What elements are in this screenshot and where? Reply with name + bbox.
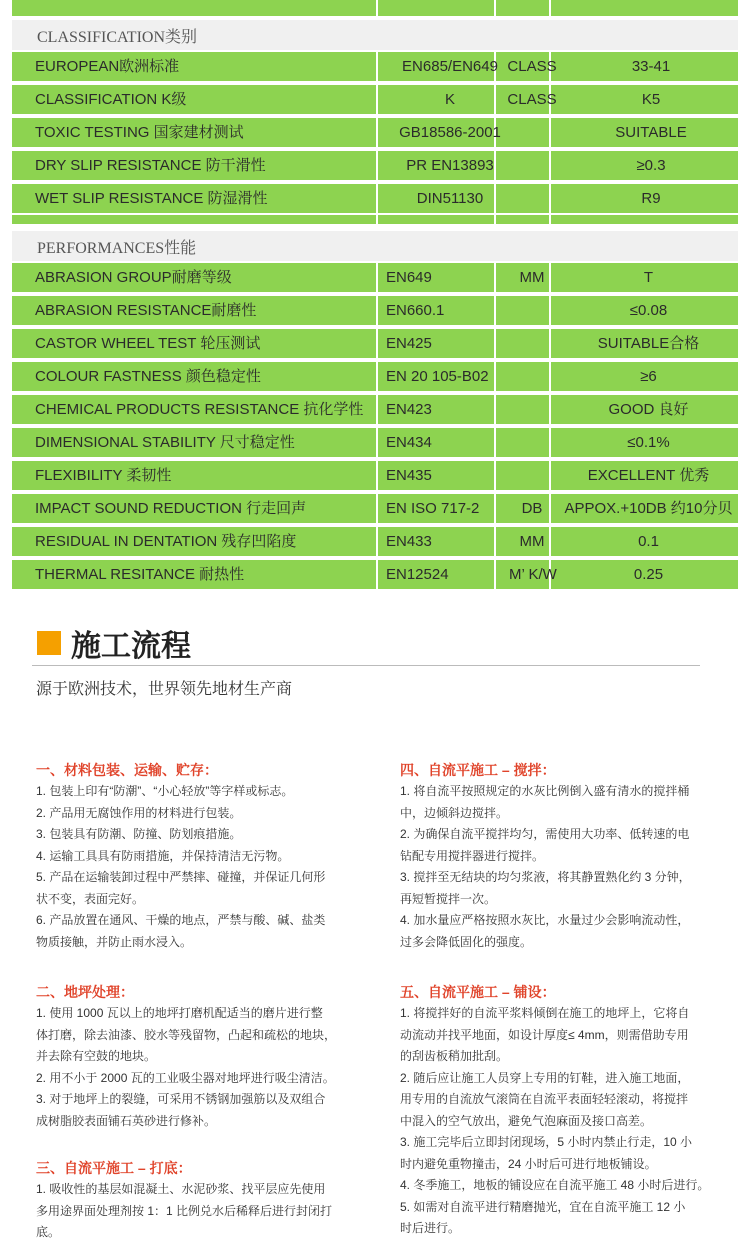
process-step-line: 4. 加水量应严格按照水灰比，水量过少会影响流动性，	[400, 913, 690, 927]
section-title: 五、自流平施工 – 铺设：	[400, 984, 556, 1000]
test-name-cell: CLASSIFICATION K级	[35, 91, 187, 108]
process-title: 施工流程	[71, 629, 191, 664]
standard-cell: EN660.1	[386, 302, 445, 319]
unit-cell	[509, 461, 555, 490]
process-step-line: 物质接触，并防止雨水浸入。	[36, 934, 193, 949]
test-name-cell: IMPACT SOUND REDUCTION 行走回声	[35, 500, 307, 517]
unit-cell: MM	[519, 533, 545, 550]
standard-cell: EN425	[386, 335, 432, 352]
process-step-line: 多用途界面处理剂按 1：1 比例兑水后稀释后进行封闭打	[36, 1203, 333, 1218]
standard-cell: EN ISO 717-2	[386, 500, 480, 517]
process-step-line: 2. 随后应让施工人员穿上专用的钉鞋，进入施工地面，	[400, 1070, 690, 1085]
section-title: 三、自流平施工 – 打底：	[36, 1160, 192, 1176]
table-row	[12, 362, 738, 393]
process-step-line: 6. 产品放置在通风、干燥的地点，严禁与酸、碱、盐类	[36, 913, 326, 927]
test-name-cell: ABRASION GROUP耐磨等级	[35, 269, 232, 286]
performances-header	[12, 231, 738, 261]
unit-cell	[509, 329, 555, 358]
table-row	[12, 296, 738, 327]
table-row	[12, 52, 738, 83]
table-row	[12, 461, 738, 492]
value-cell: 0.25	[633, 566, 664, 583]
table-row	[12, 329, 738, 360]
process-step-line: 1. 包装上印有“防潮”、“小心轻放”等字样或标志。	[36, 784, 294, 798]
unit-cell	[502, 184, 562, 213]
value-cell: ≤0.08	[629, 302, 668, 319]
test-name-cell: FLEXIBILITY 柔韧性	[35, 467, 172, 484]
table-row	[12, 184, 738, 215]
section-title: 二、地坪处理：	[36, 984, 134, 1000]
unit-cell	[509, 428, 555, 457]
classification-header	[12, 20, 738, 50]
standard-cell: EN685/EN649	[402, 58, 498, 75]
process-step-line: 1. 吸收性的基层如混凝土、水泥砂浆、找平层应先使用	[36, 1182, 326, 1196]
process-step-line: 5. 产品在运输装卸过程中严禁摔、碰撞，并保证几何形	[36, 870, 326, 884]
process-subtitle: 源于欧洲技术，世界领先地材生产商	[36, 681, 293, 698]
test-name-cell: ABRASION RESISTANCE耐磨性	[35, 302, 257, 319]
unit-cell	[502, 118, 562, 147]
table-row	[12, 118, 738, 149]
classification-label: CLASSIFICATION类别	[37, 29, 198, 46]
process-step-line: 底。	[36, 1225, 61, 1239]
process-step-line: 的刮齿板稍加批刮。	[400, 1049, 509, 1063]
process-step-line: 3. 包装具有防潮、防撞、防划痕措施。	[36, 827, 242, 841]
standard-cell: DIN51130	[416, 190, 484, 207]
process-step-line: 成树脂胶表面铺石英砂进行修补。	[36, 1113, 217, 1128]
process-step-line: 2. 用不小于 2000 瓦的工业吸尘器对地坪进行吸尘清洁。	[36, 1070, 335, 1085]
performances-label: PERFORMANCES性能	[37, 240, 197, 257]
process-step-line: 时内避免重物撞击，24 小时后可进行地板铺设。	[400, 1156, 657, 1171]
standard-cell: EN435	[386, 467, 432, 484]
process-step-line: 4. 冬季施工，地板的铺设应在自流平施工 48 小时后进行。	[400, 1178, 710, 1192]
unit-cell	[509, 296, 555, 325]
value-cell: 33-41	[631, 58, 671, 75]
table-row	[12, 151, 738, 182]
test-name-cell: DRY SLIP RESISTANCE 防干滑性	[35, 157, 266, 174]
test-name-cell: COLOUR FASTNESS 颜色稳定性	[35, 368, 261, 385]
table-row	[12, 527, 738, 558]
unit-cell	[509, 395, 555, 424]
process-step-line: 并去除有空鼓的地块。	[36, 1049, 157, 1063]
unit-cell: MM	[519, 269, 545, 286]
unit-cell: M’ K/W	[509, 566, 557, 583]
standard-cell: EN433	[386, 533, 432, 550]
unit-cell: CLASS	[507, 58, 557, 75]
process-step-line: 用专用的自流放气滚筒在自流平表面轻轻滚动，将搅拌	[400, 1092, 689, 1106]
value-cell: K5	[641, 91, 661, 108]
value-cell: SUITABLE	[615, 124, 687, 141]
test-name-cell: CASTOR WHEEL TEST 轮压测试	[35, 335, 261, 352]
process-step-line: 时后进行。	[400, 1221, 461, 1235]
value-cell: R9	[641, 190, 661, 207]
value-cell: ≥6	[640, 368, 657, 385]
top-strip	[12, 0, 738, 16]
value-cell: ≥0.3	[636, 157, 666, 174]
process-step-line: 1. 将自流平按照规定的水灰比例倒入盛有清水的搅拌桶	[400, 784, 690, 798]
process-step-line: 1. 使用 1000 瓦以上的地坪打磨机配适当的磨片进行整	[36, 1006, 323, 1020]
standard-cell: EN12524	[386, 566, 449, 583]
table-row	[12, 263, 738, 294]
process-step-line: 4. 运输工具具有防雨措施，并保持清洁无污物。	[36, 848, 290, 863]
table-row	[12, 85, 738, 116]
test-name-cell: WET SLIP RESISTANCE 防湿滑性	[35, 190, 268, 207]
process-step-line: 1. 将搅拌好的自流平浆料倾倒在施工的地坪上，它将自	[400, 1006, 690, 1020]
value-cell: APPOX.+10DB 约10分贝	[564, 500, 733, 517]
value-cell: GOOD 良好	[608, 401, 689, 418]
process-step-line: 体打磨，除去油漆、胶水等残留物，凸起和疏松的地块，	[36, 1027, 337, 1042]
standard-cell: EN649	[386, 269, 432, 286]
table-row	[12, 560, 738, 591]
process-step-line: 状不变，表面完好。	[36, 891, 145, 906]
table-row	[12, 395, 738, 426]
unit-cell	[502, 151, 562, 180]
unit-cell: DB	[521, 500, 543, 517]
unit-cell: CLASS	[507, 91, 557, 108]
classification-divider	[12, 215, 738, 224]
standard-cell: EN434	[386, 434, 432, 451]
value-cell: ≤0.1%	[627, 434, 670, 451]
test-name-cell: CHEMICAL PRODUCTS RESISTANCE 抗化学性	[35, 401, 364, 418]
test-name-cell: EUROPEAN欧洲标准	[35, 58, 180, 75]
table-row	[12, 428, 738, 459]
process-step-line: 5. 如需对自流平进行精磨抛光，宜在自流平施工 12 小	[400, 1199, 686, 1214]
test-name-cell: TOXIC TESTING 国家建材测试	[35, 124, 244, 141]
process-step-line: 动流动并找平地面，如设计厚度≤ 4mm，则需借助专用	[400, 1027, 689, 1042]
test-name-cell: RESIDUAL IN DENTATION 残存凹陷度	[35, 533, 297, 550]
standard-cell: EN423	[386, 401, 432, 418]
value-cell: T	[643, 269, 654, 286]
test-name-cell: DIMENSIONAL STABILITY 尺寸稳定性	[35, 434, 295, 451]
value-cell: 0.1	[638, 533, 659, 550]
standard-cell: EN 20 105-B02	[386, 368, 489, 385]
heading-square-icon	[37, 631, 61, 655]
test-name-cell: THERMAL RESITANCE 耐热性	[35, 566, 245, 583]
table-row	[12, 494, 738, 525]
process-step-line: 3. 搅拌至无结块的均匀浆液，将其静置熟化约 3 分钟，	[400, 870, 691, 884]
standard-cell: GB18586-2001	[399, 124, 501, 141]
process-step-line: 钻配专用搅拌器进行搅拌。	[400, 848, 545, 863]
process-step-line: 3. 施工完毕后立即封闭现场，5 小时内禁止行走，10 小	[400, 1135, 693, 1149]
process-step-line: 中混入的空气放出，避免气泡麻面及接口高差。	[400, 1113, 653, 1128]
process-step-line: 过多会降低固化的强度。	[400, 934, 533, 949]
section-title: 四、自流平施工 – 搅拌：	[400, 762, 556, 778]
process-step-line: 2. 产品用无腐蚀作用的材料进行包装。	[36, 805, 242, 820]
unit-cell	[509, 362, 555, 391]
process-step-line: 中，边倾斜边搅拌。	[400, 805, 509, 820]
process-step-line: 2. 为确保自流平搅拌均匀，需使用大功率、低转速的电	[400, 827, 690, 841]
section-title: 一、材料包装、运输、贮存：	[36, 762, 218, 778]
value-cell: SUITABLE合格	[597, 335, 700, 352]
value-cell: EXCELLENT 优秀	[587, 467, 710, 484]
heading-divider	[32, 665, 700, 666]
process-step-line: 再短暂搅拌一次。	[400, 891, 497, 906]
standard-cell: PR EN13893	[406, 157, 494, 174]
standard-cell: K	[444, 91, 455, 108]
process-step-line: 3. 对于地坪上的裂缝，可采用不锈钢加强筋以及双组合	[36, 1092, 326, 1106]
